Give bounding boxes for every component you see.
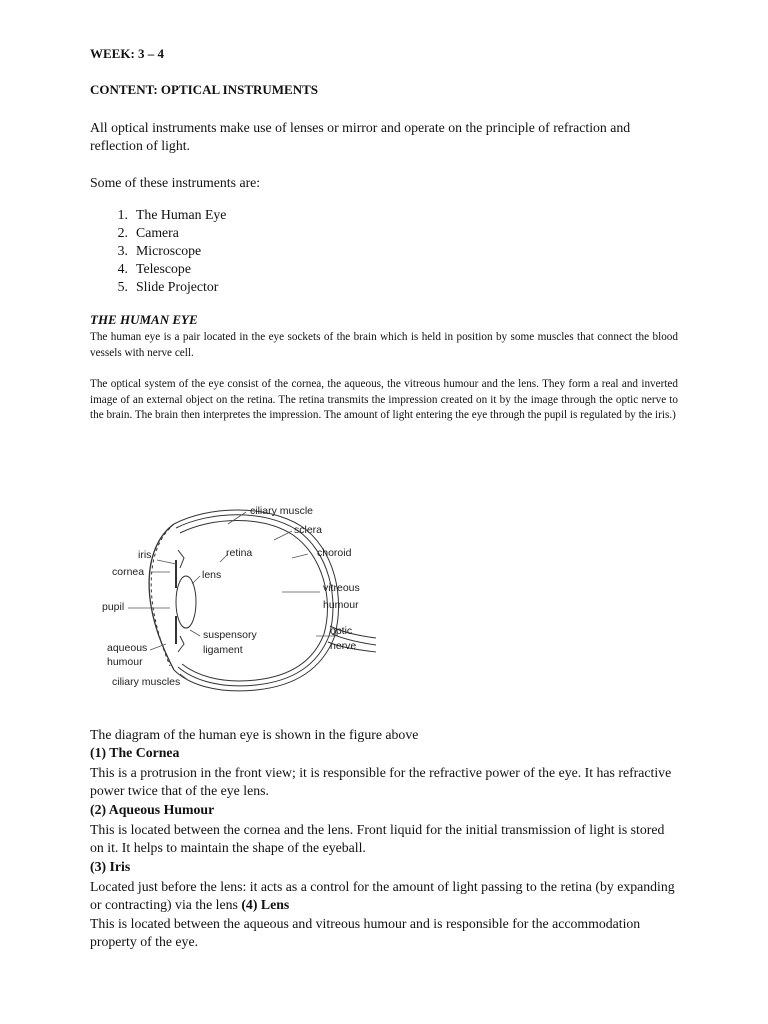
label-nerve: nerve	[330, 640, 357, 652]
label-aqueous: aqueous	[107, 642, 148, 654]
label-choroid: choroid	[317, 547, 352, 559]
section-aqueous-body: This is located between the cornea and the lens. Front liquid for the initial transmission of light is stored on it. It helps to maintain the shape of the eyeball.	[90, 822, 665, 855]
label-ciliary-muscle: ciliary muscle	[250, 505, 314, 517]
label-optic: optic	[330, 625, 353, 637]
content-heading: CONTENT: OPTICAL INSTRUMENTS	[90, 82, 319, 97]
section-cornea-body: This is a protrusion in the front view; it is responsible for the refractive power of the eye. It has refractive power twice that of the eye lens.	[90, 765, 672, 798]
list-item: 5. Slide Projector	[117, 279, 219, 294]
label-ligament: ligament	[203, 644, 243, 656]
human-eye-paragraph-1: The human eye is a pair located in the eye sockets of the brain which is held in position by some muscles that connect the blood vessels with nerve cell.	[90, 331, 678, 359]
list-item: 3. Microscope	[117, 243, 202, 258]
label-sclera: sclera	[294, 524, 323, 536]
human-eye-paragraph-2: The optical system of the eye consist of the cornea, the aqueous, the vitreous humour and the lens. They form a real and inverted image of an external object on the retina. The retina transmits the impression created on it by the image through the optic nerve to the brain. The brain then interpretes the impression. The amount of light entering the eye through the pupil is regulated by the iris.)	[90, 378, 678, 421]
sclera-outline	[174, 510, 339, 691]
label-vitreous-humour: humour	[323, 599, 359, 611]
section-aqueous-title: (2) Aqueous Humour	[90, 802, 215, 817]
list-item: 2. Camera	[117, 225, 179, 240]
label-cornea: cornea	[112, 566, 145, 578]
section-lens-title: (4) Lens	[241, 897, 290, 912]
section-cornea-title: (1) The Cornea	[90, 745, 180, 760]
label-pupil: pupil	[102, 601, 125, 613]
section-iris-body: Located just before the lens: it acts as a control for the amount of light passing to the retina (by expanding or contracting) via the lens (4) Lens	[90, 879, 675, 912]
instruments-intro: Some of these instruments are:	[90, 175, 261, 190]
label-ciliary-muscles: ciliary muscles	[112, 676, 181, 688]
instruments-list	[104, 206, 226, 296]
week-heading: WEEK: 3 – 4	[90, 46, 165, 61]
label-vitreous: vitreous	[323, 582, 360, 594]
human-eye-heading: THE HUMAN EYE	[90, 312, 198, 327]
diagram-caption: The diagram of the human eye is shown in the figure above	[90, 727, 419, 742]
intro-paragraph: All optical instruments make use of lenses or mirror and operate on the principle of refraction and reflection of light.	[90, 120, 631, 153]
label-suspensory: suspensory	[203, 629, 257, 641]
label-aqueous-humour: humour	[107, 656, 143, 668]
eye-diagram	[96, 498, 386, 694]
label-lens: lens	[202, 569, 222, 581]
section-iris-title: (3) Iris	[90, 859, 131, 874]
list-item: 4. Telescope	[117, 261, 191, 276]
list-item: 1. The Human Eye	[117, 207, 227, 222]
label-iris: iris	[138, 549, 152, 561]
section-lens-body: This is located between the aqueous and vitreous humour and is responsible for the accommodation property of the eye.	[90, 916, 641, 949]
label-retina: retina	[226, 547, 253, 559]
